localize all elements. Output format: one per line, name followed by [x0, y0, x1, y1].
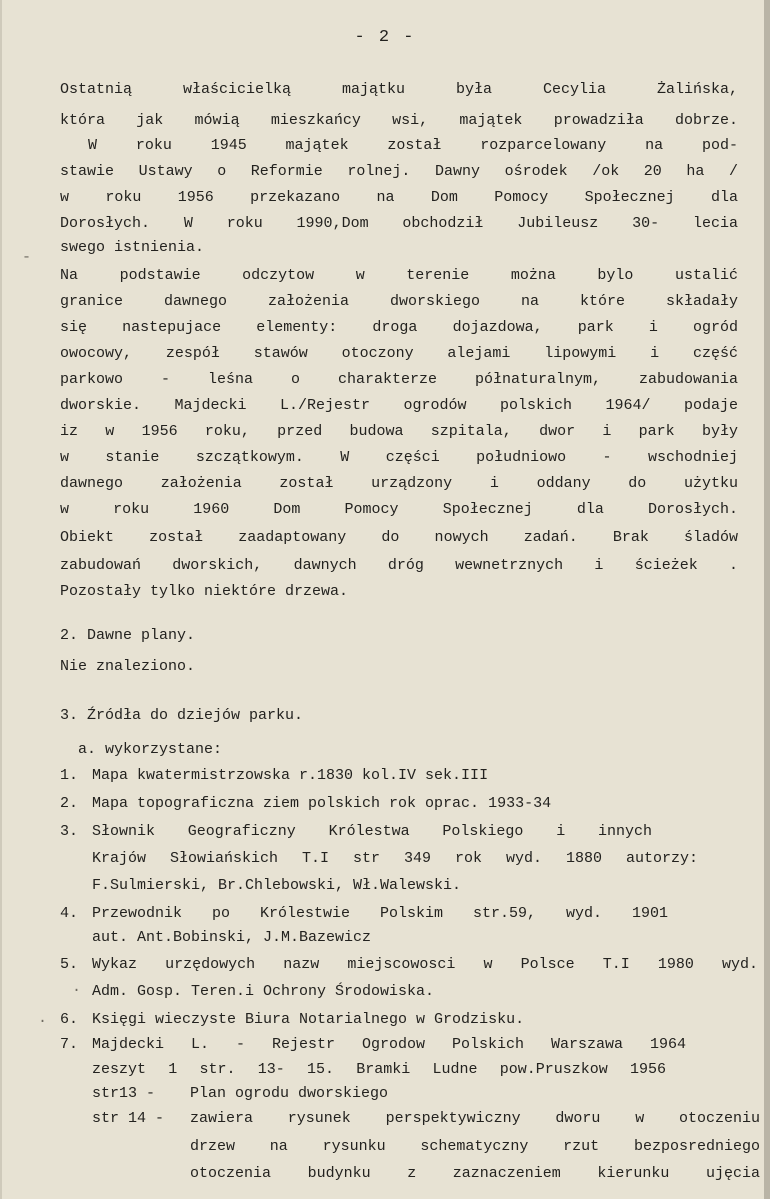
list-item-line: Mapa kwatermistrzowska r.1830 kol.IV sek.III [92, 767, 489, 784]
para2-line: granice dawnego założenia dworskiego na które składały [60, 293, 738, 310]
para2-line: dworskie. Majdecki L./Rejestr ogrodów polskich 1964/ podaje [60, 397, 738, 414]
page-ref-label: str13 - [92, 1085, 156, 1102]
page-left-edge [0, 0, 2, 1199]
list-item-line: Słownik Geograficzny Królestwa Polskiego i innych [92, 823, 652, 840]
para1-line: W roku 1945 majątek został rozparcelowany na pod- [88, 137, 738, 154]
list-item-number: 7. [60, 1036, 79, 1053]
para2-line: Pozostały tylko niektóre drzewa. [60, 583, 349, 600]
list-item-line: F.Sulmierski, Br.Chlebowski, Wł.Walewski. [92, 877, 462, 894]
list-item-line: Wykaz urzędowych nazw miejscowosci w Polsce T.I 1980 wyd. [92, 956, 758, 973]
para2-line: Na podstawie odczytow w terenie można bylo ustalić [60, 267, 738, 284]
list-item-line: aut. Ant.Bobinski, J.M.Bazewicz [92, 929, 372, 946]
list-item-line: Adm. Gosp. Teren.i Ochrony Środowiska. [92, 983, 435, 1000]
list-item-line: Majdecki L. - Rejestr Ogrodow Polskich Warszawa 1964 [92, 1036, 686, 1053]
para1-line: która jak mówią mieszkańcy wsi, majątek prowadziła dobrze. [60, 112, 738, 129]
section-heading: 3. Źródła do dziejów parku. [60, 707, 304, 724]
para2-line: w roku 1960 Dom Pomocy Społecznej dla Dorosłych. [60, 501, 738, 518]
list-item-number: 4. [60, 905, 79, 922]
list-item-number: 3. [60, 823, 79, 840]
page-number: - 2 - [354, 28, 416, 47]
list-item-line: Mapa topograficzna ziem polskich rok oprac. 1933-34 [92, 795, 552, 812]
page-right-edge [764, 0, 770, 1199]
para2-line: iz w 1956 roku, przed budowa szpitala, dwor i park były [60, 423, 738, 440]
list-item-line: Krajów Słowiańskich T.I str 349 rok wyd. 1880 autorzy: [92, 850, 698, 867]
page-ref-line: zawiera rysunek perspektywiczny dworu w otoczeniu [190, 1110, 760, 1127]
para2-line: owocowy, zespół stawów otoczony alejami lipowymi i część [60, 345, 738, 362]
page-ref-label: str 14 - [92, 1110, 165, 1127]
para1-line: swego istnienia. [60, 239, 205, 256]
para2-line: parkowo - leśna o charakterze półnaturalnym, zabudowania [60, 371, 738, 388]
para1-line: Ostatnią właścicielką majątku była Cecylia Żalińska, [60, 81, 738, 98]
page-ref-line: Plan ogrodu dworskiego [190, 1085, 389, 1102]
section-text: Nie znaleziono. [60, 658, 196, 675]
subsection-label: a. wykorzystane: [78, 741, 223, 758]
para2-line: w stanie szczątkowym. W części południowo - wschodniej [60, 449, 738, 466]
margin-dot: · [72, 982, 82, 999]
page-ref-line: otoczenia budynku z zaznaczeniem kierunku ujęcia [190, 1165, 760, 1182]
list-item-number: 5. [60, 956, 79, 973]
section-heading: 2. Dawne plany. [60, 627, 196, 644]
list-item-line: Przewodnik po Królestwie Polskim str.59, wyd. 1901 [92, 905, 668, 922]
para2-line: dawnego założenia został urządzony i oddany do użytku [60, 475, 738, 492]
list-item-number: 2. [60, 795, 79, 812]
list-item-number: 1. [60, 767, 79, 784]
para1-line: stawie Ustawy o Reformie rolnej. Dawny ośrodek /ok 20 ha / [60, 163, 738, 180]
para2-line: Obiekt został zaadaptowany do nowych zadań. Brak śladów [60, 529, 738, 546]
para2-line: zabudowań dworskich, dawnych dróg wewnetrznych i ścieżek . [60, 557, 738, 574]
page-ref-line: drzew na rysunku schematyczny rzut bezposredniego [190, 1138, 760, 1155]
margin-tick: - [22, 249, 32, 266]
list-item-line: Księgi wieczyste Biura Notarialnego w Grodzisku. [92, 1011, 525, 1028]
list-item-number: 6. [60, 1011, 79, 1028]
para2-line: się nastepujace elementy: droga dojazdowa, park i ogród [60, 319, 738, 336]
para1-line: Dorosłych. W roku 1990,Dom obchodził Jubileusz 30- lecia [60, 215, 738, 232]
list-item-line: zeszyt 1 str. 13- 15. Bramki Ludne pow.Pruszkow 1956 [92, 1061, 666, 1078]
para1-line: w roku 1956 przekazano na Dom Pomocy Społecznej dla [60, 189, 738, 206]
margin-dot: . [38, 1010, 48, 1027]
